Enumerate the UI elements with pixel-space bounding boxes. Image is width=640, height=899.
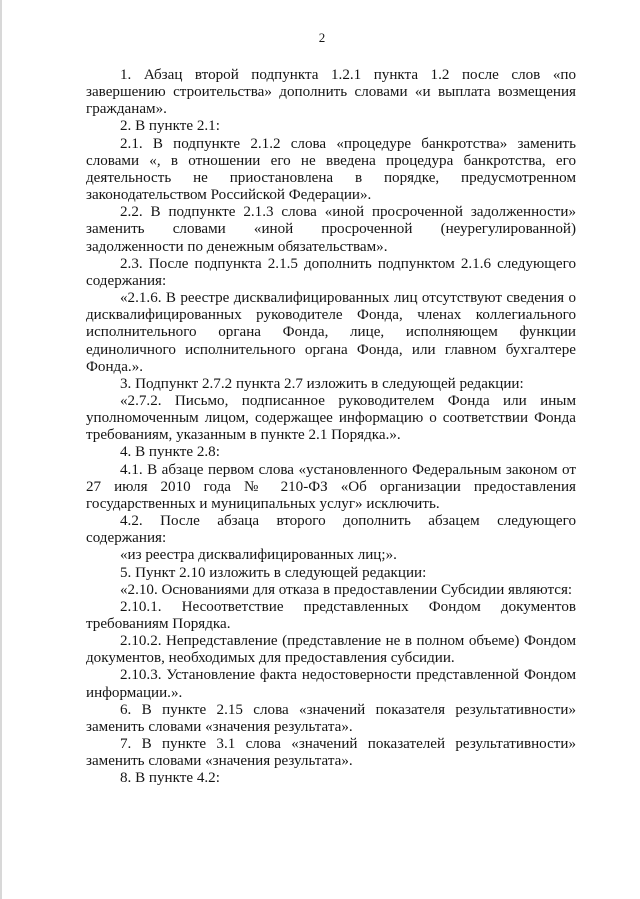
paragraph-7: 7. В пункте 3.1 слова «значений показателей результативности» заменить словами «значения результата». [86, 736, 576, 770]
paragraph-2-2: 2.2. В подпункте 2.1.3 слова «иной просроченной задолженности» заменить словами «иной просроченной (неурегулированной) задолженности по денежным обязательствам». [86, 204, 576, 255]
paragraph-5: 5. Пункт 2.10 изложить в следующей редакции: [120, 564, 427, 581]
subclause-2-10-1: 2.10.1. Несоответствие представленных Фондом документов требованиям Порядка. [86, 598, 576, 632]
quoted-registry-line: «из реестра дисквалифицированных лиц;». [120, 547, 397, 564]
paragraph-6: 6. В пункте 2.15 слова «значений показателя результативности» заменить словами «значения результата». [86, 701, 576, 735]
paragraph-1: 1. Абзац второй подпункта 1.2.1 пункта 1.2 после слов «по завершению строительства» дополнить словами «и выплата возмещения гражданам». [86, 67, 576, 118]
paragraph-4-2: 4.2. После абзаца второго дополнить абзацем следующего содержания: [86, 513, 576, 547]
quoted-subclause-2-7-2: «2.7.2. Письмо, подписанное руководителем Фонда или иным уполномоченным лицом, содержащее информацию о соответствии Фонда требованиям, указанным в пункте 2.1 Порядка.». [86, 392, 576, 444]
page-number: 2 [318, 30, 326, 45]
paragraph-4-1: 4.1. В абзаце первом слова «установленного Федеральным законом от 27 июля 2010 года № 210-ФЗ «Об организации предоставления государственных и муниципальных услуг» исключить. [86, 461, 576, 512]
paragraph-2-1: 2.1. В подпункте 2.1.2 слова «процедуре банкротства» заменить словами «, в отношении его не введена процедура банкротства, его деятельность не приостановлена в порядке, предусмотренном законодательством Российской Федерации». [86, 135, 576, 204]
document-body [86, 67, 576, 788]
paragraph-3: 3. Подпункт 2.7.2 пункта 2.7 изложить в следующей редакции: [120, 375, 524, 392]
quoted-clause-2-10: «2.10. Основаниями для отказа в предоставлении Субсидии являются: [120, 581, 573, 598]
paragraph-8: 8. В пункте 4.2: [120, 770, 220, 787]
paragraph-2-3: 2.3. После подпункта 2.1.5 дополнить подпунктом 2.1.6 следующего содержания: [86, 255, 576, 289]
subclause-2-10-2: 2.10.2. Непредставление (представление не в полном объеме) Фондом документов, необходимых для предоставления субсидии. [86, 633, 576, 667]
subclause-2-10-3: 2.10.3. Установление факта недостоверности представленной Фондом информации.». [86, 667, 576, 701]
paragraph-2: 2. В пункте 2.1: [120, 118, 220, 135]
quoted-subclause-2-1-6: «2.1.6. В реестре дисквалифицированных лиц отсутствуют сведения о дисквалифицированных руководителе Фонда, членах коллегиального исполнительного органа Фонда, лице, исполняющем функции единоличного исполнительного органа Фонда, или главном бухгалтере Фонда.». [86, 290, 576, 375]
paragraph-4: 4. В пункте 2.8: [120, 444, 220, 461]
